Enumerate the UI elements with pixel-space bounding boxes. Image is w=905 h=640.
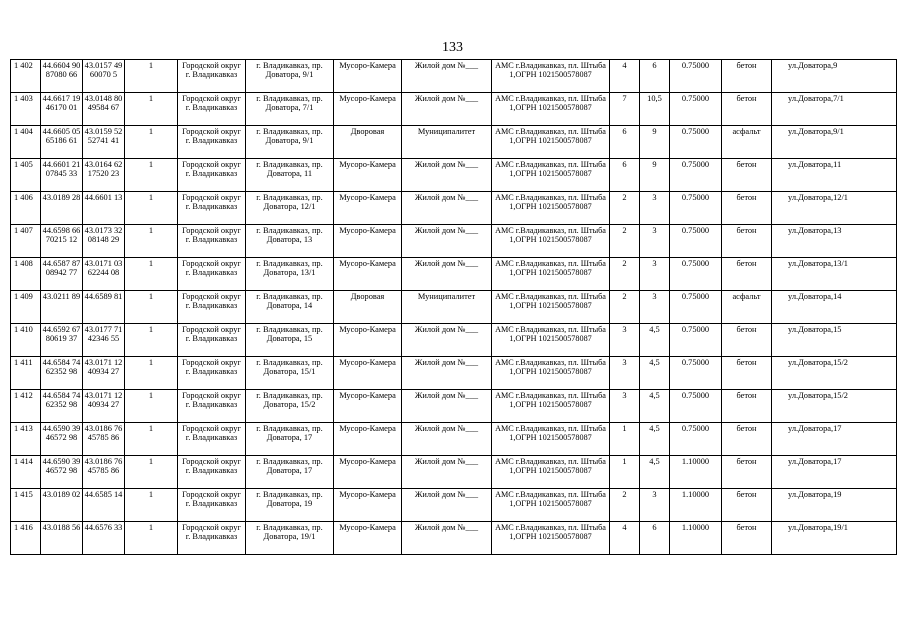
cell-number: 1 408 <box>11 258 41 291</box>
cell-served-address: ул.Доватора,9 <box>772 60 897 93</box>
cell-address: г. Владикавказ, пр. Доватора, 17 <box>246 456 334 489</box>
cell-longitude: 43.0171 1240934 27 <box>83 357 125 390</box>
cell-volume: 0.75000 <box>670 126 722 159</box>
cell-containers: 4 <box>610 522 640 555</box>
table-row <box>11 159 897 192</box>
cell-area: 6 <box>640 522 670 555</box>
cell-latitude: 44.6598 6670215 12 <box>41 225 83 258</box>
cell-longitude: 43.0171 1240934 27 <box>83 390 125 423</box>
cell-area: 9 <box>640 159 670 192</box>
cell-volume: 0.75000 <box>670 192 722 225</box>
cell-address: г. Владикавказ, пр. Доватора, 19/1 <box>246 522 334 555</box>
cell-latitude: 44.6617 1946170 01 <box>41 93 83 126</box>
cell-owner: АМС г.Владикавказ, пл. Штыба 1,ОГРН 1021500578087 <box>492 225 610 258</box>
cell-surface: бетон <box>722 456 772 489</box>
table-row <box>11 225 897 258</box>
cell-waste-source: Жилой дом №___ <box>402 357 492 390</box>
cell-number: 1 413 <box>11 423 41 456</box>
cell-district: Городской округ г. Владикавказ <box>178 192 246 225</box>
cell-containers: 6 <box>610 159 640 192</box>
cell-latitude: 44.6587 8708942 77 <box>41 258 83 291</box>
cell-volume: 0.75000 <box>670 324 722 357</box>
cell-owner: АМС г.Владикавказ, пл. Штыба 1,ОГРН 1021500578087 <box>492 357 610 390</box>
cell-count: 1 <box>125 225 178 258</box>
cell-district: Городской округ г. Владикавказ <box>178 357 246 390</box>
cell-site-type: Мусоро-Камера <box>334 324 402 357</box>
cell-address: г. Владикавказ, пр. Доватора, 12/1 <box>246 192 334 225</box>
cell-longitude: 43.0186 7645785 86 <box>83 423 125 456</box>
cell-waste-source: Жилой дом №___ <box>402 390 492 423</box>
cell-served-address: ул.Доватора,17 <box>772 456 897 489</box>
cell-containers: 7 <box>610 93 640 126</box>
cell-address: г. Владикавказ, пр. Доватора, 15/2 <box>246 390 334 423</box>
cell-district: Городской округ г. Владикавказ <box>178 258 246 291</box>
cell-longitude: 43.0173 3208148 29 <box>83 225 125 258</box>
cell-owner: АМС г.Владикавказ, пл. Штыба 1,ОГРН 1021500578087 <box>492 522 610 555</box>
cell-area: 9 <box>640 126 670 159</box>
cell-number: 1 416 <box>11 522 41 555</box>
cell-owner: АМС г.Владикавказ, пл. Штыба 1,ОГРН 1021500578087 <box>492 456 610 489</box>
table-row <box>11 522 897 555</box>
cell-area: 6 <box>640 60 670 93</box>
cell-containers: 1 <box>610 423 640 456</box>
cell-address: г. Владикавказ, пр. Доватора, 13/1 <box>246 258 334 291</box>
cell-surface: бетон <box>722 192 772 225</box>
cell-latitude: 44.6590 3946572 98 <box>41 423 83 456</box>
cell-count: 1 <box>125 126 178 159</box>
cell-longitude: 43.0159 5252741 41 <box>83 126 125 159</box>
cell-address: г. Владикавказ, пр. Доватора, 17 <box>246 423 334 456</box>
cell-area: 4,5 <box>640 423 670 456</box>
table-row <box>11 456 897 489</box>
table-row <box>11 192 897 225</box>
cell-area: 3 <box>640 192 670 225</box>
cell-number: 1 412 <box>11 390 41 423</box>
cell-area: 4,5 <box>640 390 670 423</box>
cell-number: 1 406 <box>11 192 41 225</box>
cell-volume: 1.10000 <box>670 522 722 555</box>
cell-count: 1 <box>125 93 178 126</box>
cell-waste-source: Жилой дом №___ <box>402 93 492 126</box>
cell-area: 3 <box>640 225 670 258</box>
cell-address: г. Владикавказ, пр. Доватора, 15/1 <box>246 357 334 390</box>
cell-latitude: 44.6601 2107845 33 <box>41 159 83 192</box>
cell-owner: АМС г.Владикавказ, пл. Штыба 1,ОГРН 1021500578087 <box>492 489 610 522</box>
cell-count: 1 <box>125 258 178 291</box>
cell-surface: бетон <box>722 225 772 258</box>
cell-latitude: 44.6592 6780619 37 <box>41 324 83 357</box>
cell-site-type: Мусоро-Камера <box>334 192 402 225</box>
cell-district: Городской округ г. Владикавказ <box>178 93 246 126</box>
cell-district: Городской округ г. Владикавказ <box>178 423 246 456</box>
cell-address: г. Владикавказ, пр. Доватора, 19 <box>246 489 334 522</box>
cell-containers: 2 <box>610 291 640 324</box>
cell-count: 1 <box>125 390 178 423</box>
cell-number: 1 411 <box>11 357 41 390</box>
cell-surface: бетон <box>722 93 772 126</box>
cell-waste-source: Жилой дом №___ <box>402 159 492 192</box>
cell-waste-source: Жилой дом №___ <box>402 225 492 258</box>
cell-owner: АМС г.Владикавказ, пл. Штыба 1,ОГРН 1021500578087 <box>492 126 610 159</box>
cell-waste-source: Муниципалитет <box>402 291 492 324</box>
cell-site-type: Дворовая <box>334 291 402 324</box>
cell-site-type: Мусоро-Камера <box>334 522 402 555</box>
cell-address: г. Владикавказ, пр. Доватора, 13 <box>246 225 334 258</box>
cell-waste-source: Жилой дом №___ <box>402 489 492 522</box>
cell-surface: бетон <box>722 423 772 456</box>
cell-district: Городской округ г. Владикавказ <box>178 390 246 423</box>
cell-district: Городской округ г. Владикавказ <box>178 489 246 522</box>
cell-served-address: ул.Доватора,19/1 <box>772 522 897 555</box>
cell-number: 1 403 <box>11 93 41 126</box>
cell-site-type: Мусоро-Камера <box>334 489 402 522</box>
cell-waste-source: Жилой дом №___ <box>402 60 492 93</box>
cell-number: 1 407 <box>11 225 41 258</box>
cell-volume: 0.75000 <box>670 390 722 423</box>
cell-latitude: 44.6584 7462352 98 <box>41 390 83 423</box>
table-row <box>11 60 897 93</box>
cell-containers: 2 <box>610 489 640 522</box>
table-row <box>11 357 897 390</box>
cell-number: 1 404 <box>11 126 41 159</box>
cell-address: г. Владикавказ, пр. Доватора, 7/1 <box>246 93 334 126</box>
cell-count: 1 <box>125 522 178 555</box>
cell-count: 1 <box>125 324 178 357</box>
cell-served-address: ул.Доватора,12/1 <box>772 192 897 225</box>
table-row <box>11 324 897 357</box>
cell-surface: бетон <box>722 522 772 555</box>
cell-area: 3 <box>640 258 670 291</box>
cell-longitude: 44.6585 14 <box>83 489 125 522</box>
cell-waste-source: Жилой дом №___ <box>402 258 492 291</box>
cell-latitude: 43.0189 28 <box>41 192 83 225</box>
cell-count: 1 <box>125 489 178 522</box>
table-row <box>11 423 897 456</box>
cell-site-type: Мусоро-Камера <box>334 390 402 423</box>
cell-latitude: 44.6590 3946572 98 <box>41 456 83 489</box>
cell-owner: АМС г.Владикавказ, пл. Штыба 1,ОГРН 1021500578087 <box>492 258 610 291</box>
cell-area: 4,5 <box>640 324 670 357</box>
cell-volume: 0.75000 <box>670 159 722 192</box>
cell-longitude: 44.6601 13 <box>83 192 125 225</box>
cell-waste-source: Жилой дом №___ <box>402 324 492 357</box>
cell-count: 1 <box>125 456 178 489</box>
cell-longitude: 43.0148 8049584 67 <box>83 93 125 126</box>
cell-waste-source: Муниципалитет <box>402 126 492 159</box>
cell-surface: асфальт <box>722 291 772 324</box>
cell-site-type: Мусоро-Камера <box>334 456 402 489</box>
cell-count: 1 <box>125 291 178 324</box>
cell-longitude: 43.0164 6217520 23 <box>83 159 125 192</box>
cell-served-address: ул.Доватора,13/1 <box>772 258 897 291</box>
cell-surface: асфальт <box>722 126 772 159</box>
cell-containers: 4 <box>610 60 640 93</box>
cell-site-type: Дворовая <box>334 126 402 159</box>
cell-number: 1 405 <box>11 159 41 192</box>
table-row <box>11 291 897 324</box>
cell-district: Городской округ г. Владикавказ <box>178 60 246 93</box>
cell-number: 1 415 <box>11 489 41 522</box>
table-row <box>11 489 897 522</box>
cell-district: Городской округ г. Владикавказ <box>178 225 246 258</box>
cell-number: 1 409 <box>11 291 41 324</box>
cell-district: Городской округ г. Владикавказ <box>178 291 246 324</box>
cell-owner: АМС г.Владикавказ, пл. Штыба 1,ОГРН 1021500578087 <box>492 390 610 423</box>
cell-containers: 3 <box>610 390 640 423</box>
cell-address: г. Владикавказ, пр. Доватора, 9/1 <box>246 126 334 159</box>
cell-served-address: ул.Доватора,13 <box>772 225 897 258</box>
cell-district: Городской округ г. Владикавказ <box>178 522 246 555</box>
cell-count: 1 <box>125 60 178 93</box>
cell-latitude: 44.6584 7462352 98 <box>41 357 83 390</box>
cell-district: Городской округ г. Владикавказ <box>178 324 246 357</box>
cell-owner: АМС г.Владикавказ, пл. Штыба 1,ОГРН 1021500578087 <box>492 291 610 324</box>
cell-served-address: ул.Доватора,15 <box>772 324 897 357</box>
cell-volume: 1.10000 <box>670 489 722 522</box>
cell-surface: бетон <box>722 159 772 192</box>
table-row <box>11 390 897 423</box>
cell-site-type: Мусоро-Камера <box>334 225 402 258</box>
cell-containers: 6 <box>610 126 640 159</box>
cell-surface: бетон <box>722 60 772 93</box>
cell-longitude: 43.0186 7645785 86 <box>83 456 125 489</box>
cell-area: 3 <box>640 489 670 522</box>
cell-containers: 1 <box>610 456 640 489</box>
cell-waste-source: Жилой дом №___ <box>402 423 492 456</box>
cell-served-address: ул.Доватора,15/2 <box>772 357 897 390</box>
cell-longitude: 44.6589 81 <box>83 291 125 324</box>
cell-served-address: ул.Доватора,19 <box>772 489 897 522</box>
cell-site-type: Мусоро-Камера <box>334 159 402 192</box>
cell-site-type: Мусоро-Камера <box>334 60 402 93</box>
cell-address: г. Владикавказ, пр. Доватора, 15 <box>246 324 334 357</box>
cell-longitude: 44.6576 33 <box>83 522 125 555</box>
cell-district: Городской округ г. Владикавказ <box>178 126 246 159</box>
cell-count: 1 <box>125 159 178 192</box>
table-row <box>11 126 897 159</box>
cell-containers: 3 <box>610 357 640 390</box>
cell-owner: АМС г.Владикавказ, пл. Штыба 1,ОГРН 1021500578087 <box>492 192 610 225</box>
cell-served-address: ул.Доватора,11 <box>772 159 897 192</box>
cell-number: 1 402 <box>11 60 41 93</box>
cell-owner: АМС г.Владикавказ, пл. Штыба 1,ОГРН 1021500578087 <box>492 159 610 192</box>
cell-served-address: ул.Доватора,15/2 <box>772 390 897 423</box>
cell-surface: бетон <box>722 258 772 291</box>
cell-surface: бетон <box>722 390 772 423</box>
cell-address: г. Владикавказ, пр. Доватора, 14 <box>246 291 334 324</box>
cell-containers: 2 <box>610 192 640 225</box>
cell-served-address: ул.Доватора,7/1 <box>772 93 897 126</box>
cell-latitude: 43.0189 02 <box>41 489 83 522</box>
cell-volume: 0.75000 <box>670 225 722 258</box>
cell-area: 4,5 <box>640 357 670 390</box>
cell-waste-source: Жилой дом №___ <box>402 522 492 555</box>
cell-owner: АМС г.Владикавказ, пл. Штыба 1,ОГРН 1021500578087 <box>492 423 610 456</box>
cell-site-type: Мусоро-Камера <box>334 258 402 291</box>
cell-address: г. Владикавказ, пр. Доватора, 11 <box>246 159 334 192</box>
cell-number: 1 410 <box>11 324 41 357</box>
cell-surface: бетон <box>722 489 772 522</box>
cell-number: 1 414 <box>11 456 41 489</box>
table-row <box>11 93 897 126</box>
cell-containers: 2 <box>610 225 640 258</box>
cell-count: 1 <box>125 192 178 225</box>
cell-latitude: 44.6604 9087080 66 <box>41 60 83 93</box>
cell-owner: АМС г.Владикавказ, пл. Штыба 1,ОГРН 1021500578087 <box>492 60 610 93</box>
cell-surface: бетон <box>722 324 772 357</box>
waste-sites-table <box>10 59 897 555</box>
cell-longitude: 43.0157 4960070 5 <box>83 60 125 93</box>
cell-count: 1 <box>125 357 178 390</box>
cell-volume: 0.75000 <box>670 93 722 126</box>
cell-owner: АМС г.Владикавказ, пл. Штыба 1,ОГРН 1021500578087 <box>492 324 610 357</box>
cell-site-type: Мусоро-Камера <box>334 357 402 390</box>
cell-served-address: ул.Доватора,14 <box>772 291 897 324</box>
cell-site-type: Мусоро-Камера <box>334 93 402 126</box>
cell-containers: 2 <box>610 258 640 291</box>
cell-volume: 1.10000 <box>670 456 722 489</box>
cell-area: 10,5 <box>640 93 670 126</box>
cell-waste-source: Жилой дом №___ <box>402 192 492 225</box>
cell-volume: 0.75000 <box>670 291 722 324</box>
cell-volume: 0.75000 <box>670 60 722 93</box>
cell-latitude: 44.6605 0565186 61 <box>41 126 83 159</box>
cell-volume: 0.75000 <box>670 423 722 456</box>
cell-district: Городской округ г. Владикавказ <box>178 159 246 192</box>
cell-area: 3 <box>640 291 670 324</box>
page-number: 133 <box>442 40 463 55</box>
cell-volume: 0.75000 <box>670 258 722 291</box>
table-row <box>11 258 897 291</box>
cell-longitude: 43.0171 0362244 08 <box>83 258 125 291</box>
cell-site-type: Мусоро-Камера <box>334 423 402 456</box>
cell-count: 1 <box>125 423 178 456</box>
cell-address: г. Владикавказ, пр. Доватора, 9/1 <box>246 60 334 93</box>
cell-served-address: ул.Доватора,17 <box>772 423 897 456</box>
cell-owner: АМС г.Владикавказ, пл. Штыба 1,ОГРН 1021500578087 <box>492 93 610 126</box>
cell-waste-source: Жилой дом №___ <box>402 456 492 489</box>
cell-area: 4,5 <box>640 456 670 489</box>
cell-surface: бетон <box>722 357 772 390</box>
cell-containers: 3 <box>610 324 640 357</box>
cell-longitude: 43.0177 7142346 55 <box>83 324 125 357</box>
cell-latitude: 43.0211 89 <box>41 291 83 324</box>
cell-served-address: ул.Доватора,9/1 <box>772 126 897 159</box>
cell-district: Городской округ г. Владикавказ <box>178 456 246 489</box>
cell-volume: 0.75000 <box>670 357 722 390</box>
cell-latitude: 43.0188 56 <box>41 522 83 555</box>
